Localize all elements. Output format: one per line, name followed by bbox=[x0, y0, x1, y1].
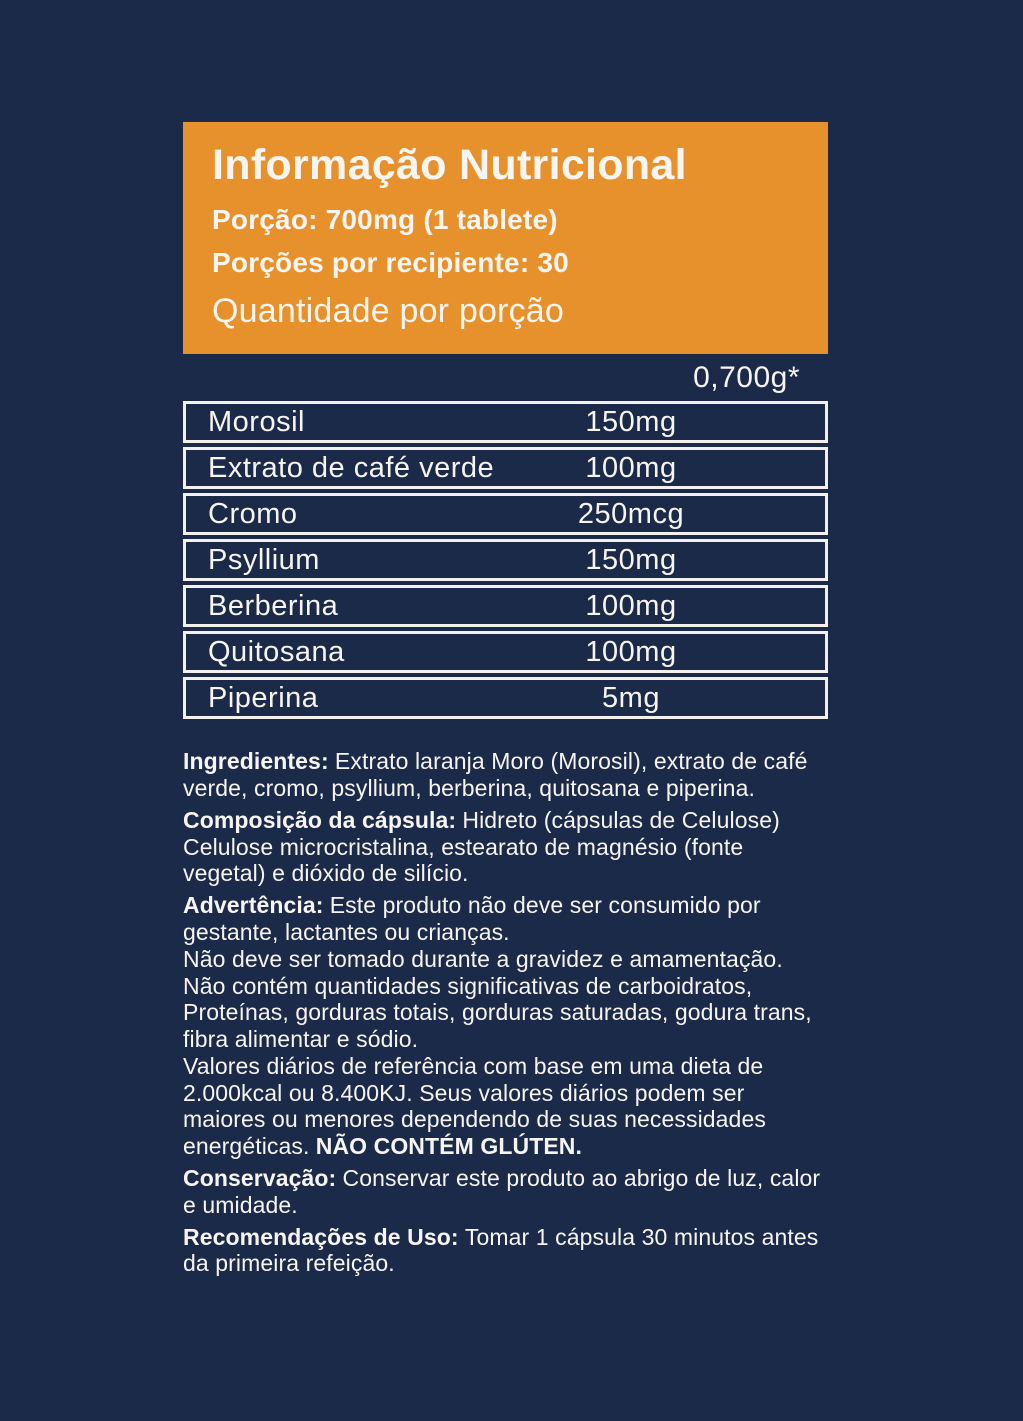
details-paragraph bbox=[183, 1224, 828, 1278]
ingredients-table bbox=[183, 401, 828, 719]
paragraph-label: Recomendações de Uso: bbox=[183, 1223, 459, 1250]
details-paragraph bbox=[183, 946, 828, 973]
paragraph-text: Conservar este produto ao abrigo de luz, calor e umidade. bbox=[183, 1165, 821, 1218]
ingredient-name: Morosil bbox=[208, 405, 305, 438]
ingredient-name: Berberina bbox=[208, 589, 339, 622]
ingredient-amount: 150mg bbox=[585, 405, 677, 438]
amount-per-serving-label: Quantidade por porção bbox=[212, 291, 565, 330]
paragraph-text: Valores diários de referência com base em uma dieta de 2.000kcal ou 8.400KJ. Seus valores diários podem ser maiores ou menores dependendo de suas necessidades energéticas. bbox=[183, 1052, 766, 1160]
table-row bbox=[183, 493, 828, 535]
table-row bbox=[183, 447, 828, 489]
ingredient-name: Piperina bbox=[208, 681, 319, 714]
total-amount-value: 0,700g* bbox=[693, 361, 800, 395]
ingredient-name: Cromo bbox=[208, 497, 298, 530]
table-row bbox=[183, 631, 828, 673]
label-content-column bbox=[183, 122, 828, 1277]
table-row bbox=[183, 677, 828, 719]
paragraph-label: Conservação: bbox=[183, 1165, 337, 1191]
ingredient-amount: 100mg bbox=[585, 451, 677, 484]
ingredient-amount: 100mg bbox=[585, 635, 677, 668]
table-row bbox=[183, 585, 828, 627]
page-title: Informação Nutricional bbox=[212, 141, 687, 189]
paragraph-text: Hidreto (cápsulas de Celulose) Celulose microcristalina, estearato de magnésio (fonte vegetal) e dióxido de silício. bbox=[183, 806, 780, 887]
paragraph-text: Não deve ser tomado durante a gravidez e amamentação. bbox=[183, 945, 783, 972]
serving-size-text: Porção: 700mg (1 tablete) bbox=[212, 204, 558, 236]
details-paragraph bbox=[183, 892, 828, 946]
paragraph-text: Este produto não deve ser consumido por gestante, lactantes ou crianças. bbox=[183, 892, 761, 945]
ingredient-name: Extrato de café verde bbox=[208, 451, 495, 484]
details-paragraph bbox=[183, 748, 828, 802]
details-section bbox=[183, 748, 828, 1277]
paragraph-label: Advertência: bbox=[183, 892, 324, 919]
ingredient-name: Psyllium bbox=[208, 543, 320, 576]
paragraph-bold-tail: NÃO CONTÉM GLÚTEN. bbox=[315, 1133, 582, 1160]
servings-per-container-text: Porções por recipiente: 30 bbox=[212, 247, 569, 279]
paragraph-text: Tomar 1 cápsula 30 minutos antes da primeira refeição. bbox=[183, 1223, 819, 1277]
header-panel bbox=[183, 122, 828, 354]
details-paragraph bbox=[183, 973, 828, 1053]
paragraph-text: Não contém quantidades significativas de carboidratos, Proteínas, gorduras totais, gorduras saturadas, godura trans, fibra alimentar e sódio. bbox=[183, 972, 812, 1053]
table-row bbox=[183, 539, 828, 581]
paragraph-label: Ingredientes: bbox=[183, 748, 329, 775]
ingredient-amount: 250mcg bbox=[577, 497, 685, 530]
ingredient-name: Quitosana bbox=[208, 635, 345, 668]
ingredient-amount: 150mg bbox=[585, 543, 677, 576]
details-paragraph bbox=[183, 1053, 828, 1160]
ingredient-amount: 5mg bbox=[602, 681, 660, 714]
details-paragraph bbox=[183, 807, 828, 887]
paragraph-label: Composição da cápsula: bbox=[183, 806, 457, 833]
details-paragraph bbox=[183, 1165, 828, 1219]
paragraph-text: Extrato laranja Moro (Morosil), extrato de café verde, cromo, psyllium, berberina, quitosana e piperina. bbox=[183, 748, 808, 802]
ingredient-amount: 100mg bbox=[585, 589, 677, 622]
table-row bbox=[183, 401, 828, 443]
